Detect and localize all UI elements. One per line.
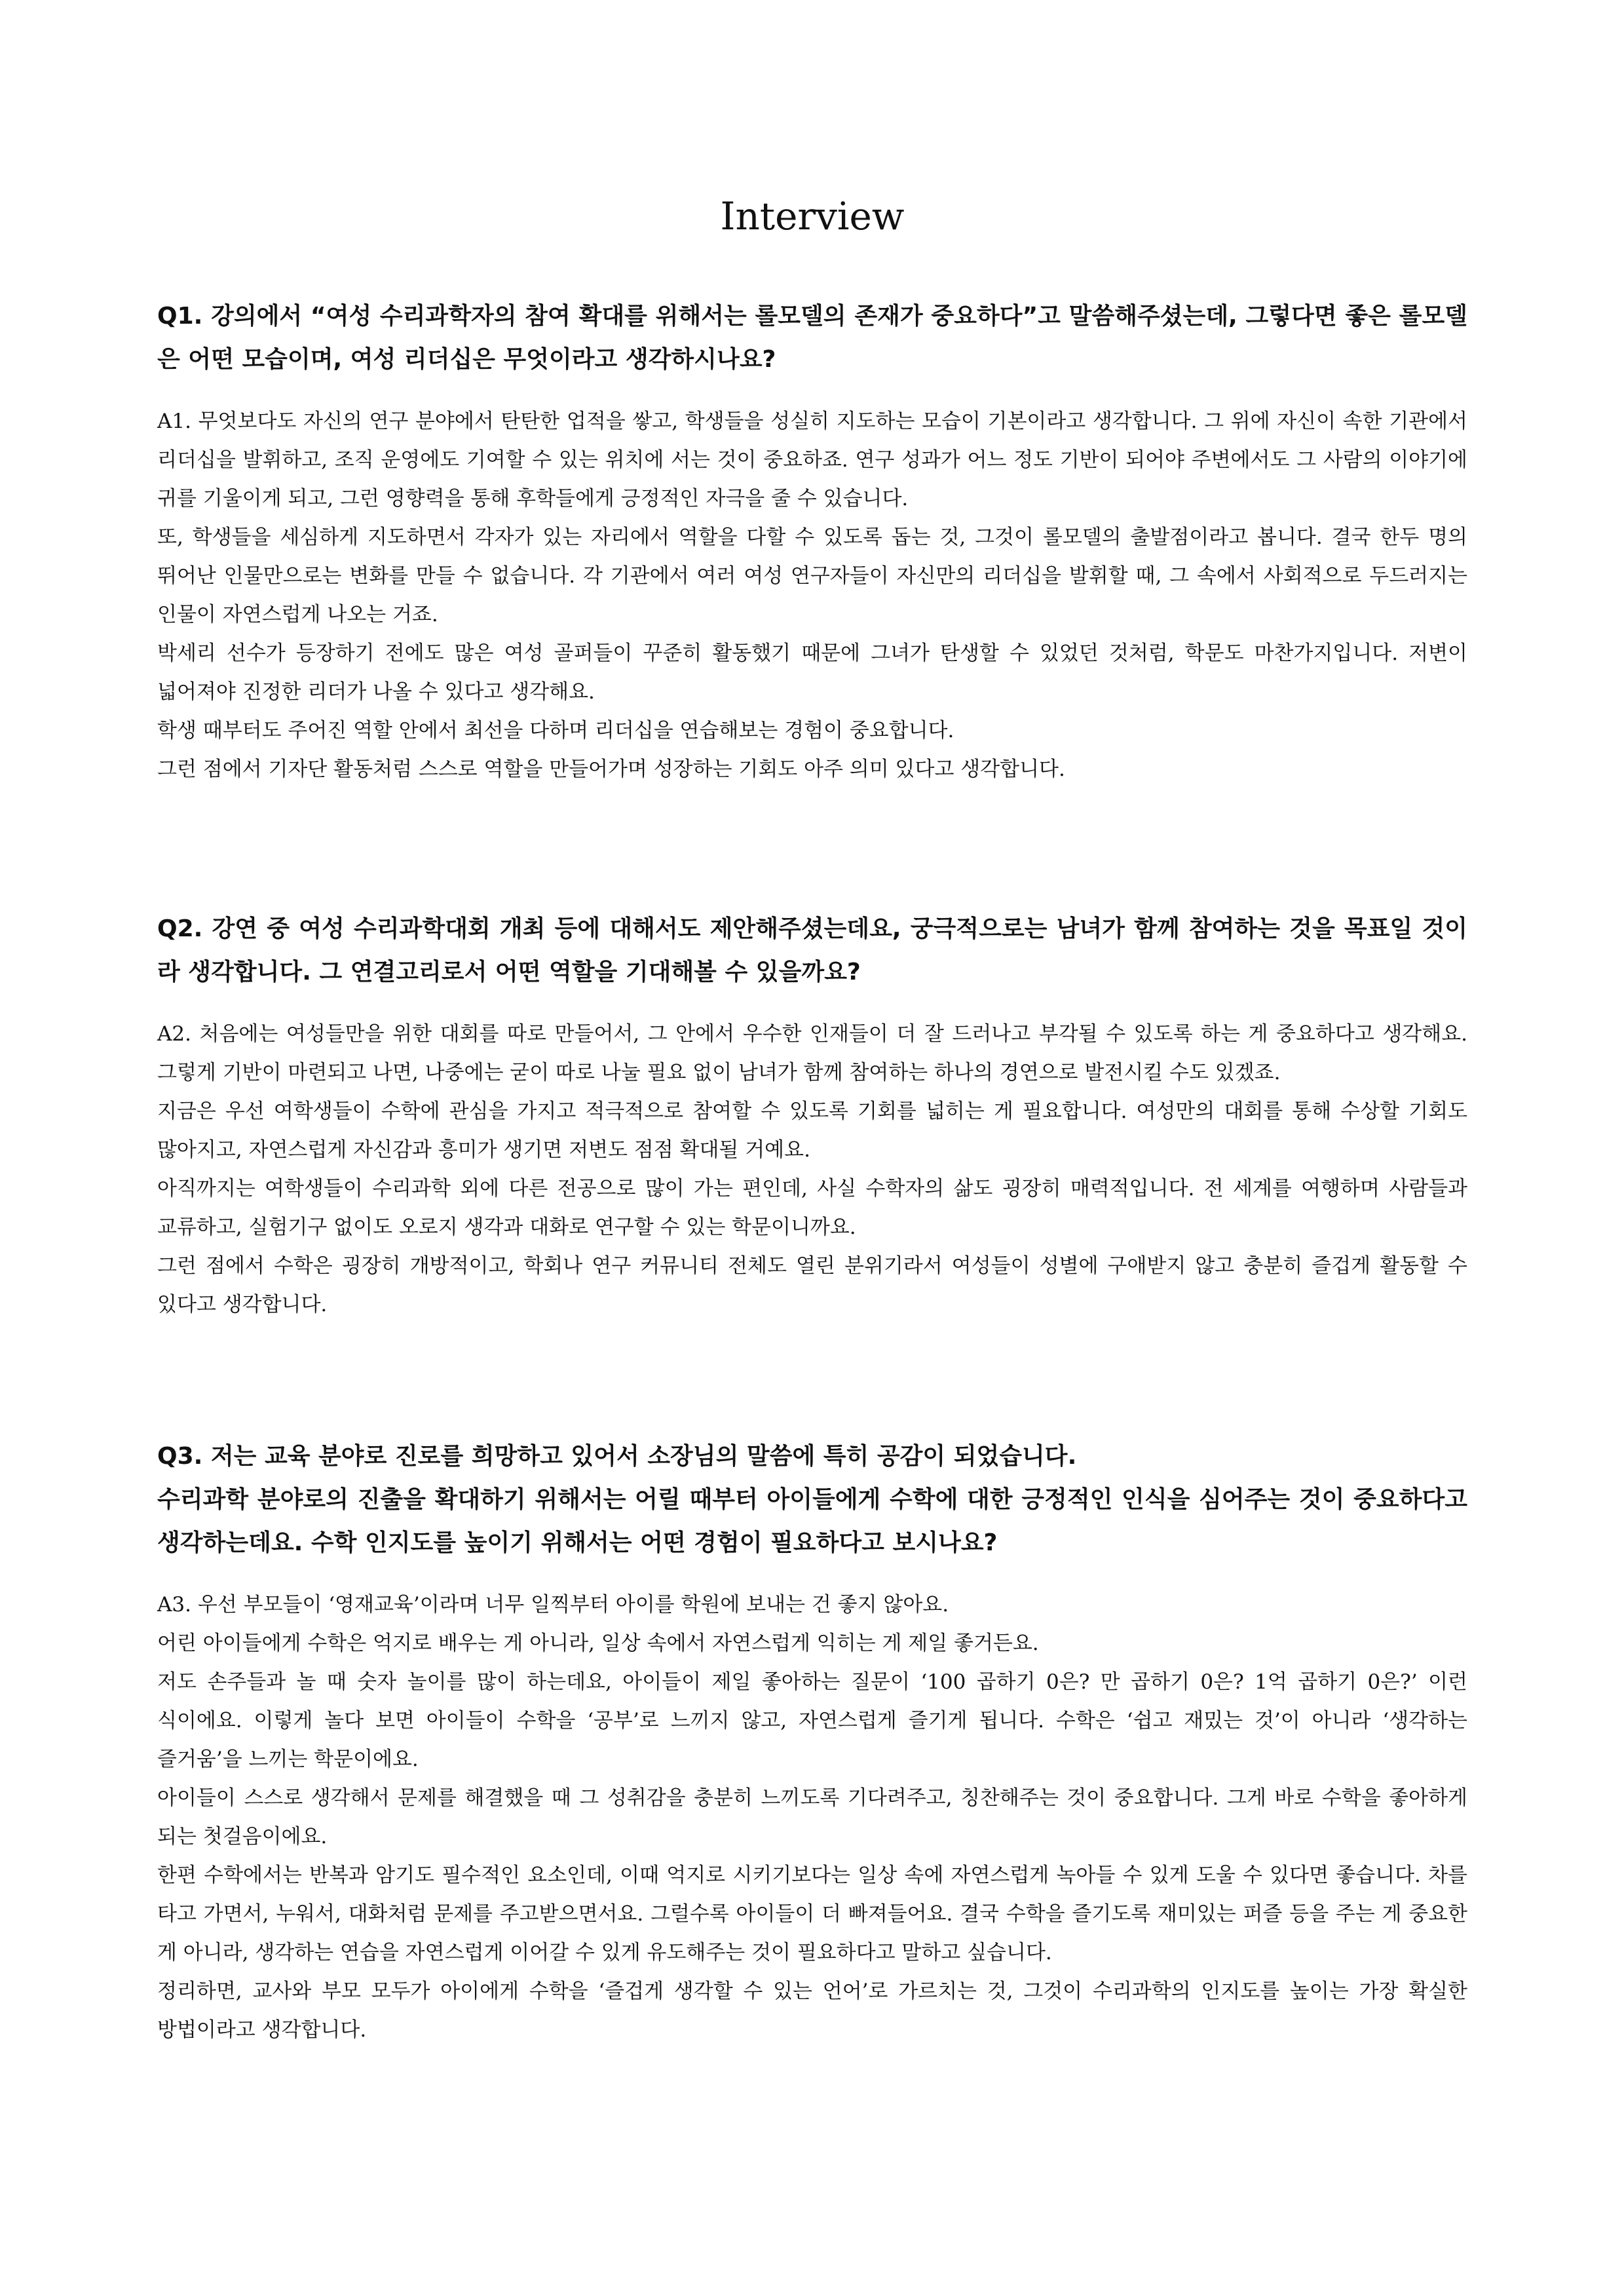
- document-page: [157, 0, 1467, 2296]
- question-1: [157, 295, 1467, 381]
- answer-3-paragraph-1: A3. 우선 부모들이 ‘영재교육’이라며 너무 일찍부터 아이를 학원에 보내는 건 좋지 않아요.: [157, 1593, 949, 1617]
- question-1-text: Q1. 강의에서 “여성 수리과학자의 참여 확대를 위해서는 롤모델의 존재가 중요하다”고 말씀해주셨는데, 그렇다면 좋은 롤모델은 어떤 모습이며, 여성 리더십은 무엇이라고 생각하시나요?: [157, 303, 1467, 373]
- question-3: [157, 1435, 1467, 1565]
- question-3-text-1: Q3. 저는 교육 분야로 진로를 희망하고 있어서 소장님의 말씀에 특히 공감이 되었습니다.: [157, 1443, 1077, 1470]
- answer-2-paragraph-3: 아직까지는 여학생들이 수리과학 외에 다른 전공으로 많이 가는 편인데, 사실 수학자의 삶도 굉장히 매력적입니다. 전 세계를 여행하며 사람들과 교류하고, 실험기구 없이도 오로지 생각과 대화로 연구할 수 있는 학문이니까요.: [157, 1177, 1467, 1239]
- answer-3: [157, 1586, 1467, 2050]
- answer-2-paragraph-1: A2. 처음에는 여성들만을 위한 대회를 따로 만들어서, 그 안에서 우수한 인재들이 더 잘 드러나고 부각될 수 있도록 하는 게 중요하다고 생각해요. 그렇게 기반이 마련되고 나면, 나중에는 굳이 따로 나눌 필요 없이 남녀가 함께 참여하는 하나의 경연으로 발전시킬 수도 있겠죠.: [157, 1022, 1467, 1084]
- answer-1-paragraph-2: 또, 학생들을 세심하게 지도하면서 각자가 있는 자리에서 역할을 다할 수 있도록 돕는 것, 그것이 롤모델의 출발점이라고 봅니다. 결국 한두 명의 뛰어난 인물만으로는 변화를 만들 수 없습니다. 각 기관에서 여러 여성 연구자들이 자신만의 리더십을 발휘할 때, 그 속에서 사회적으로 두드러지는 인물이 자연스럽게 나오는 거죠.: [157, 526, 1467, 626]
- question-2-text: Q2. 강연 중 여성 수리과학대회 개최 등에 대해서도 제안해주셨는데요, 궁극적으로는 남녀가 함께 참여하는 것을 목표일 것이라 생각합니다. 그 연결고리로서 어떤 역할을 기대해볼 수 있을까요?: [157, 915, 1467, 985]
- answer-3-paragraph-6: 정리하면, 교사와 부모 모두가 아이에게 수학을 ‘즐겁게 생각할 수 있는 언어’로 가르치는 것, 그것이 수리과학의 인지도를 높이는 가장 확실한 방법이라고 생각합니다.: [157, 1980, 1467, 2042]
- answer-1: [157, 402, 1467, 789]
- question-2: [157, 908, 1467, 994]
- answer-1-paragraph-3: 박세리 선수가 등장하기 전에도 많은 여성 골퍼들이 꾸준히 활동했기 때문에 그녀가 탄생할 수 있었던 것처럼, 학문도 마찬가지입니다. 저변이 넓어져야 진정한 리더가 나올 수 있다고 생각해요.: [157, 641, 1467, 704]
- answer-1-paragraph-1: A1. 무엇보다도 자신의 연구 분야에서 탄탄한 업적을 쌓고, 학생들을 성실히 지도하는 모습이 기본이라고 생각합니다. 그 위에 자신이 속한 기관에서 리더십을 발휘하고, 조직 운영에도 기여할 수 있는 위치에 서는 것이 중요하죠. 연구 성과가 어느 정도 기반이 되어야 주변에서도 그 사람의 이야기에 귀를 기울이게 되고, 그런 영향력을 통해 후학들에게 긍정적인 자극을 줄 수 있습니다.: [157, 410, 1467, 510]
- answer-2-paragraph-2: 지금은 우선 여학생들이 수학에 관심을 가지고 적극적으로 참여할 수 있도록 기회를 넓히는 게 필요합니다. 여성만의 대회를 통해 수상할 기회도 많아지고, 자연스럽게 자신감과 흥미가 생기면 저변도 점점 확대될 거예요.: [157, 1100, 1467, 1162]
- answer-2-paragraph-4: 그런 점에서 수학은 굉장히 개방적이고, 학회나 연구 커뮤니티 전체도 열린 분위기라서 여성들이 성별에 구애받지 않고 충분히 즐겁게 활동할 수 있다고 생각합니다.: [157, 1254, 1467, 1316]
- answer-3-paragraph-3: 저도 손주들과 놀 때 숫자 놀이를 많이 하는데요, 아이들이 제일 좋아하는 질문이 ‘100 곱하기 0은? 만 곱하기 0은? 1억 곱하기 0은?’ 이런 식이에요. 이렇게 놀다 보면 아이들이 수학을 ‘공부’로 느끼지 않고, 자연스럽게 즐기게 됩니다. 수학은 ‘쉽고 재밌는 것’이 아니라 ‘생각하는 즐거움’을 느끼는 학문이에요.: [157, 1670, 1467, 1771]
- answer-1-paragraph-4: 학생 때부터도 주어진 역할 안에서 최선을 다하며 리더십을 연습해보는 경험이 중요합니다.: [157, 719, 954, 742]
- interview-section-1: [157, 295, 1467, 789]
- answer-2: [157, 1015, 1467, 1324]
- answer-1-paragraph-5: 그런 점에서 기자단 활동처럼 스스로 역할을 만들어가며 성장하는 기회도 아주 의미 있다고 생각합니다.: [157, 757, 1065, 781]
- answer-3-paragraph-5: 한편 수학에서는 반복과 암기도 필수적인 요소인데, 이때 억지로 시키기보다는 일상 속에 자연스럽게 녹아들 수 있게 도울 수 있다면 좋습니다. 차를 타고 가면서, 누워서, 대화처럼 문제를 주고받으면서요. 그럴수록 아이들이 더 빠져들어요. 결국 수학을 즐기도록 재미있는 퍼즐 등을 주는 게 중요한 게 아니라, 생각하는 연습을 자연스럽게 이어갈 수 있게 유도해주는 것이 필요하다고 말하고 싶습니다.: [157, 1864, 1467, 1964]
- interview-section-2: [157, 908, 1467, 1324]
- interview-section-3: [157, 1435, 1467, 2050]
- answer-3-paragraph-4: 아이들이 스스로 생각해서 문제를 해결했을 때 그 성취감을 충분히 느끼도록 기다려주고, 칭찬해주는 것이 중요합니다. 그게 바로 수학을 좋아하게 되는 첫걸음이에요.: [157, 1786, 1467, 1848]
- answer-3-paragraph-2: 어린 아이들에게 수학은 억지로 배우는 게 아니라, 일상 속에서 자연스럽게 익히는 게 제일 좋거든요.: [157, 1632, 1039, 1655]
- page-title: Interview: [720, 194, 905, 239]
- question-3-text-2: 수리과학 분야로의 진출을 확대하기 위해서는 어릴 때부터 아이들에게 수학에 대한 긍정적인 인식을 심어주는 것이 중요하다고 생각하는데요. 수학 인지도를 높이기 위해서는 어떤 경험이 필요하다고 보시나요?: [157, 1486, 1467, 1556]
